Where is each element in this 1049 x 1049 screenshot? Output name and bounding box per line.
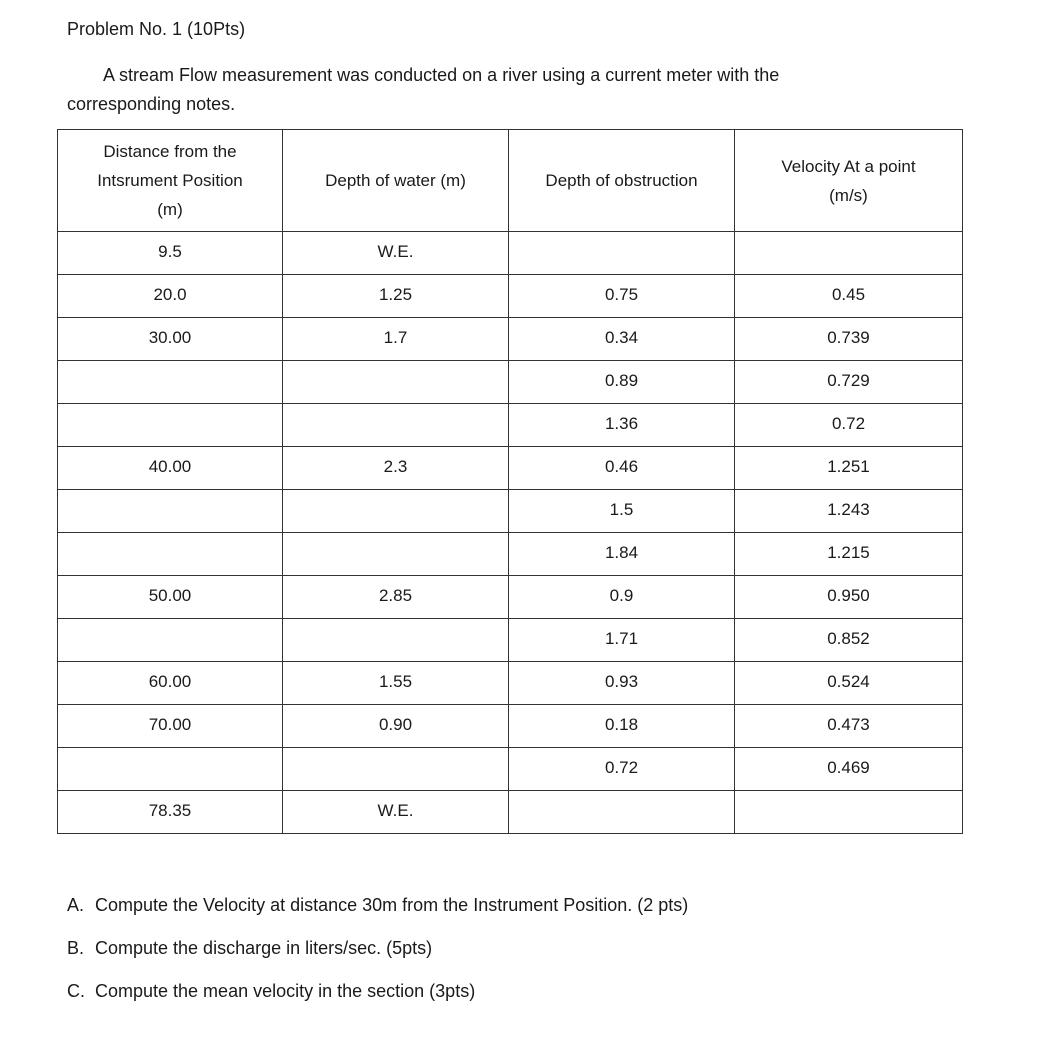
- header-velocity-line-1: Velocity At a point: [781, 156, 916, 176]
- problem-title: Problem No. 1 (10Pts): [67, 19, 246, 39]
- question-b: [67, 937, 688, 959]
- cell-depth-of-obstruction: 1.5: [509, 490, 735, 533]
- header-distance-line-1: Distance from the: [103, 142, 237, 161]
- cell-depth-of-obstruction: 0.89: [509, 361, 735, 404]
- cell-depth-of-water: 1.7: [283, 318, 509, 361]
- table-row: [58, 318, 963, 361]
- cell-distance: 78.35: [58, 791, 283, 834]
- cell-velocity: 0.473: [735, 705, 963, 748]
- question-c-letter: C.: [67, 981, 85, 1001]
- cell-depth-of-obstruction: 0.34: [509, 318, 735, 361]
- table-row: [58, 404, 963, 447]
- header-depth-of-obstruction: [509, 130, 735, 232]
- cell-velocity: [735, 791, 963, 834]
- table-row: [58, 275, 963, 318]
- cell-velocity: 1.251: [735, 447, 963, 490]
- cell-depth-of-water: [283, 490, 509, 533]
- stream-flow-notes-table: [57, 129, 963, 834]
- cell-depth-of-water: 1.25: [283, 275, 509, 318]
- cell-distance: [58, 490, 283, 533]
- cell-distance: 20.0: [58, 275, 283, 318]
- question-list: [67, 894, 688, 1023]
- header-distance-line-3: (m): [157, 200, 183, 219]
- table-row: [58, 490, 963, 533]
- cell-depth-of-obstruction: 0.18: [509, 705, 735, 748]
- cell-distance: 60.00: [58, 662, 283, 705]
- cell-velocity: 1.215: [735, 533, 963, 576]
- cell-distance: [58, 404, 283, 447]
- cell-depth-of-water: 0.90: [283, 705, 509, 748]
- cell-velocity: 1.243: [735, 490, 963, 533]
- cell-depth-of-water: 2.85: [283, 576, 509, 619]
- header-velocity-line-2: (m/s): [829, 185, 868, 205]
- cell-depth-of-water: [283, 619, 509, 662]
- cell-depth-of-water: 2.3: [283, 447, 509, 490]
- cell-velocity: 0.45: [735, 275, 963, 318]
- cell-velocity: 0.852: [735, 619, 963, 662]
- header-distance-line-2: Intsrument Position: [97, 171, 243, 190]
- problem-intro: [67, 61, 967, 119]
- cell-depth-of-obstruction: 0.93: [509, 662, 735, 705]
- cell-distance: [58, 619, 283, 662]
- intro-line-2: corresponding notes.: [67, 94, 236, 114]
- table-row: [58, 662, 963, 705]
- question-a-letter: A.: [67, 895, 85, 915]
- cell-depth-of-obstruction: [509, 791, 735, 834]
- cell-depth-of-obstruction: 1.71: [509, 619, 735, 662]
- cell-depth-of-water: W.E.: [283, 791, 509, 834]
- table-row: [58, 748, 963, 791]
- cell-depth-of-obstruction: 0.46: [509, 447, 735, 490]
- cell-velocity: 0.524: [735, 662, 963, 705]
- table-row: [58, 361, 963, 404]
- cell-distance: 30.00: [58, 318, 283, 361]
- table-row: [58, 447, 963, 490]
- cell-velocity: 0.739: [735, 318, 963, 361]
- cell-depth-of-water: W.E.: [283, 232, 509, 275]
- cell-distance: 40.00: [58, 447, 283, 490]
- cell-depth-of-water: [283, 404, 509, 447]
- cell-depth-of-obstruction: [509, 232, 735, 275]
- header-depth-of-obstruction-label: Depth of obstruction: [545, 171, 698, 190]
- table-row: [58, 576, 963, 619]
- question-a: [67, 894, 688, 916]
- cell-distance: [58, 748, 283, 791]
- header-depth-of-water: [283, 130, 509, 232]
- table-row: [58, 791, 963, 834]
- cell-distance: 70.00: [58, 705, 283, 748]
- table-header-row: [58, 130, 963, 232]
- cell-depth-of-water: [283, 361, 509, 404]
- cell-velocity: 0.729: [735, 361, 963, 404]
- cell-velocity: 0.72: [735, 404, 963, 447]
- table-row: [58, 232, 963, 275]
- cell-velocity: 0.950: [735, 576, 963, 619]
- cell-depth-of-obstruction: 0.72: [509, 748, 735, 791]
- header-distance: [58, 130, 283, 232]
- cell-depth-of-water: 1.55: [283, 662, 509, 705]
- cell-depth-of-obstruction: 0.9: [509, 576, 735, 619]
- table-row: [58, 705, 963, 748]
- table-row: [58, 533, 963, 576]
- question-c-text: Compute the mean velocity in the section (3pts): [95, 981, 476, 1001]
- question-b-text: Compute the discharge in liters/sec. (5pts): [95, 938, 433, 958]
- cell-distance: [58, 533, 283, 576]
- cell-depth-of-obstruction: 1.84: [509, 533, 735, 576]
- cell-distance: [58, 361, 283, 404]
- cell-velocity: [735, 232, 963, 275]
- cell-distance: 50.00: [58, 576, 283, 619]
- cell-depth-of-obstruction: 1.36: [509, 404, 735, 447]
- header-depth-of-water-label: Depth of water (m): [325, 171, 466, 190]
- cell-velocity: 0.469: [735, 748, 963, 791]
- table-row: [58, 619, 963, 662]
- cell-depth-of-water: [283, 748, 509, 791]
- cell-distance: 9.5: [58, 232, 283, 275]
- question-c: [67, 980, 688, 1002]
- intro-line-1: A stream Flow measurement was conducted on a river using a current meter with the: [103, 65, 780, 85]
- question-a-text: Compute the Velocity at distance 30m from the Instrument Position. (2 pts): [95, 895, 689, 915]
- cell-depth-of-water: [283, 533, 509, 576]
- cell-depth-of-obstruction: 0.75: [509, 275, 735, 318]
- question-b-letter: B.: [67, 938, 85, 958]
- header-velocity: [735, 130, 963, 232]
